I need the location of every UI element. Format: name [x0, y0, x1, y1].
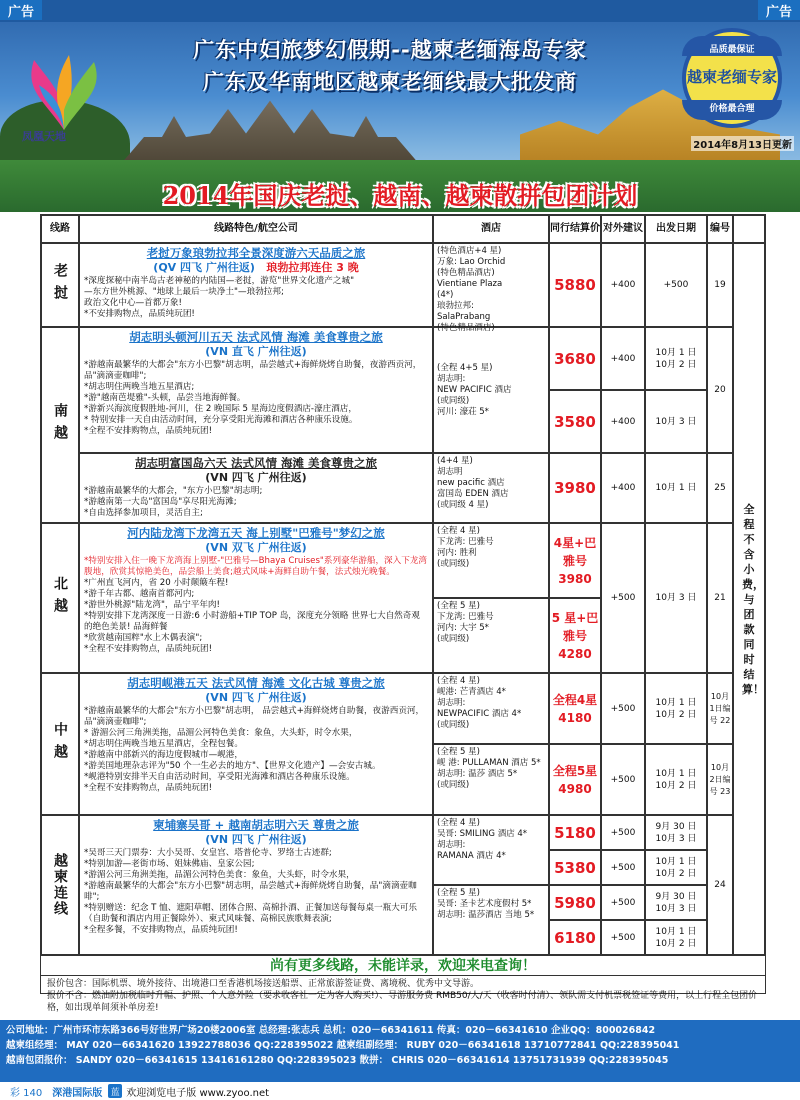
suggest-price: +500: [601, 673, 645, 744]
ad-label-left: 广告: [0, 0, 42, 20]
feature-line: *游越南最繁华的大都会，"东方小巴黎"胡志明;: [84, 486, 263, 496]
suggest-price: +400: [601, 243, 645, 327]
feature-line: —东方世外桃源、"地球上最后一块净土"—琅勃拉邦;: [84, 287, 284, 297]
region-central-vietnam: 中越: [41, 673, 79, 815]
feature-line: *不安排购物点，品质纯玩团!: [84, 309, 195, 319]
header-trade-price: 同行结算价: [549, 215, 601, 243]
route-features: [84, 706, 428, 794]
hotel-info: (全程 4+5 星) 胡志明: NEW PACIFIC 酒店 (或同级) 河川: 濠荘 5*: [433, 327, 549, 453]
header-note: [733, 215, 765, 243]
quality-seal: [682, 28, 782, 128]
top-strip: [0, 0, 800, 22]
feature-line: *自由选择参加项目，灵活自主;: [84, 508, 203, 518]
route-south-2: [79, 453, 433, 523]
hotel-info: (全程 4 星) 吴哥: SMILING 酒店 4* 胡志明: RAMANA 酒店 4*: [433, 815, 549, 885]
feature-highlight: *特别安排入住一晚下龙湾海上别墅-"巴雅号—Bhaya Cruises"系列豪华游船，深入下龙湾腹地，欣赏其惊艳美色，品尝船上美食;越式风味+海鲜自助午餐，法式烛光晚餐。: [84, 556, 428, 577]
page-bottom-bar: [0, 1082, 800, 1100]
feature-line: *欣赏越南国粹"水上木偶表演";: [84, 633, 203, 643]
route-title[interactable]: 河内陆龙湾下龙湾五天 海上别墅"巴雅号"梦幻之旅: [127, 526, 385, 540]
feature-line: *游湄公河三角洲美拖，品湄公河特色美食：象鱼，大头虾，时令水果，: [84, 870, 355, 880]
route-features: [84, 360, 428, 437]
route-code: 20: [707, 327, 733, 453]
feature-line: *游"越南芭堤雅"-头顿，品尝当地海鲜餐。: [84, 393, 246, 403]
route-title[interactable]: 胡志明岘港五天 法式风情 海滩 文化古城 尊贵之旅: [127, 676, 385, 690]
update-date: 2014年8月13日更新: [691, 136, 794, 151]
blue-badge-icon: 蓝: [108, 1084, 122, 1098]
departure-dates: 10月 3 日: [645, 390, 707, 453]
suggest-price: +500: [601, 744, 645, 815]
edition-name: 深港国际版: [52, 1087, 103, 1099]
route-code: 10月 1日编号 22: [707, 673, 733, 744]
route-code: 24: [707, 815, 733, 955]
side-note-text: 全程不含小费，与团款同时结算！: [742, 502, 764, 696]
departure-dates: +500: [645, 243, 707, 327]
seal-bottom-text: 价格最合理: [709, 104, 755, 114]
route-code: 19: [707, 243, 733, 327]
header-dates: 出发日期: [645, 215, 707, 243]
angkor-temple-image: [120, 95, 420, 165]
route-features: [84, 276, 428, 320]
feature-line: *全程不安排购物点，品质纯玩团!: [84, 783, 213, 793]
route-code: 21: [707, 523, 733, 673]
feature-line: *游越南最繁华的大都会"东方小巴黎"胡志明， 品尝越式+海鲜烧烤自助餐，夜游西贡河，品"滴滴壶咖啡";: [84, 706, 425, 727]
hotel-info: (全程 4 星) 下龙湾: 巴雅号 河内: 胜利 (或同级): [433, 523, 549, 598]
route-features: [84, 486, 428, 519]
banner-line-2: 广东及华南地区越柬老缅线最大批发商: [203, 70, 577, 94]
more-routes-note: 尚有更多线路，未能详录，欢迎来电查询！: [41, 955, 765, 975]
suggest-price: +400: [601, 390, 645, 453]
main-title: 2014年国庆老挝、越南、越柬散拼包团计划: [162, 181, 638, 210]
banner-line-1: 广东中妇旅梦幻假期--越柬老缅海岛专家: [193, 38, 587, 62]
feature-line: *游越南第一大岛"富国岛"享尽阳光海滩;: [84, 497, 237, 507]
footer-manager: 越柬组经理： MAY 020－66341620 13922788036 QQ:228395022 越柬组副经理： RUBY 020－66341618 13710772841 QQ:228395041: [6, 1040, 680, 1051]
route-airline: [84, 261, 428, 275]
suggest-price: +500: [601, 850, 645, 885]
feature-line: *游越南最繁华的大都会"东方小巴黎"胡志明，品尝越式+海鲜烧烤自助餐，品"滴滴壶咖啡";: [84, 881, 417, 902]
ad-label-right: 广告: [758, 0, 800, 20]
trade-price: 5880: [549, 243, 601, 327]
trade-price: 5980: [549, 885, 601, 920]
footer-sales: 越南包团报价： SANDY 020－66341615 13416161280 QQ:228395023 散拼： CHRIS 020－66341614 13751731939 QQ:228395045: [6, 1055, 669, 1066]
region-vietnam-cambodia: 越柬连线: [41, 815, 79, 955]
suggest-price: +500: [601, 523, 645, 673]
feature-line: *全程多餐，不安排购物点，品质纯玩团!: [84, 925, 238, 935]
departure-dates: 9月 30 日 10月 3 日: [645, 815, 707, 850]
departure-dates: 10月 3 日: [645, 523, 707, 673]
price-includes: 报价包含：国际机票、境外接待、出境港口至香港机场接送船票、正常旅游签证费、离境税、优秀中文导游。: [47, 979, 480, 989]
feature-line: *深度探秘中南半岛古老神秘的内陆国—老挝，游览"世界文化遗产之城": [84, 276, 355, 286]
side-note: [733, 243, 765, 955]
departure-dates: 10月 1 日 10月 2 日: [645, 920, 707, 955]
hotel-info: (特色酒店+4 星) 万象: Lao Orchid (特色精品酒店) Vientiane Plaza (4*) 琅勃拉邦: SalaPrabang (特色精品酒店): [433, 243, 549, 327]
suggest-price: +400: [601, 327, 645, 390]
feature-line: * 特别安排一天自由活动时间，充分享受阳光海滩和酒店各种康乐设施。: [84, 415, 358, 425]
feature-line: *游越南最繁华的大都会"东方小巴黎"胡志明，品尝越式+海鲜烧烤自助餐，夜游西贡河，品"滴滴壶咖啡";: [84, 360, 422, 381]
feature-line: *游新兴海滨度假胜地-河川，住 2 晚国际 5 星海边度假酒店-濠庄酒店，: [84, 404, 357, 414]
suggest-price: +500: [601, 815, 645, 850]
route-title[interactable]: 胡志明头顿河川五天 法式风情 海滩 美食尊贵之旅: [129, 330, 383, 344]
trade-price: 3680: [549, 327, 601, 390]
suggest-price: +500: [601, 920, 645, 955]
feature-line: *胡志明住两晚当地五星酒店;: [84, 382, 195, 392]
trade-price: 6180: [549, 920, 601, 955]
departure-dates: 10月 1 日 10月 2 日: [645, 327, 707, 390]
route-features: [84, 556, 428, 655]
feature-line: *吴哥三天门票券：大小吴哥、女皇宫、塔普伦寺、罗络士古迹群;: [84, 848, 332, 858]
feature-line: * 游湄公河三角洲美拖，品湄公河特色美食：象鱼，大头虾，时令水果，: [84, 728, 358, 738]
feature-line: *全程不安排购物点，品质纯玩团!: [84, 644, 213, 654]
route-south-1: [79, 327, 433, 453]
trade-price: 全程5星 4980: [549, 744, 601, 815]
header-route: 线路特色/航空公司: [79, 215, 433, 243]
header-suggest: 对外建议: [601, 215, 645, 243]
feature-line: *胡志明住两晚当地五星酒店，全程包餐。: [84, 739, 243, 749]
departure-dates: 10月 1 日 10月 2 日: [645, 673, 707, 744]
trade-price: 5180: [549, 815, 601, 850]
feature-line: 政治文化中心—首都万象!: [84, 298, 182, 308]
route-title[interactable]: 胡志明富国岛六天 法式风情 海滩 美食尊贵之旅: [134, 456, 377, 470]
seal-mid-text: 越柬老缅专家: [686, 68, 777, 86]
trade-price: 全程4星 4180: [549, 673, 601, 744]
feature-line: *游世外桃源"陆龙湾"，品宁平年肉!: [84, 600, 220, 610]
route-airline: (VN 四飞 广州往返): [205, 471, 307, 484]
feature-line: *特别安排下龙湾深度一日游:6 小时游船+TIP TOP 岛，深度充分领略 世界七大自然奇观的绝色美景! 品海鲜餐: [84, 611, 420, 632]
header-hotel: 酒店: [433, 215, 549, 243]
region-south-vietnam: 南越: [41, 327, 79, 523]
route-features: [84, 848, 428, 936]
route-highlight: 琅勃拉邦连住 3 晚: [266, 261, 359, 274]
feature-line: *特别赠送：纪念 T 恤、遮阳草帽、团体合照、高棉扑酒、正餐加送每餐每桌一瓶大可乐（自助餐和酒店内用正餐除外）、柬式风味餐、高棉民族歌舞表演;: [84, 903, 417, 924]
phoenix-logo-icon: [14, 40, 114, 140]
logo-text: 凤凰天地: [22, 130, 66, 143]
route-central: [79, 673, 433, 815]
route-airline: (VN 四飞 广州往返): [205, 833, 307, 846]
route-title[interactable]: 柬埔寨吴哥 + 越南胡志明六天 尊贵之旅: [153, 818, 359, 832]
hotel-info: (4+4 星) 胡志明 new pacific 酒店 富国岛 EDEN 酒店 (或同级 4 星): [433, 453, 549, 523]
route-code: 10月 2日编号 23: [707, 744, 733, 815]
suggest-price: +500: [601, 885, 645, 920]
tour-table: [40, 214, 766, 1013]
trade-price: 5 星+巴雅号 4280: [549, 598, 601, 673]
feature-line: *岘港特别安排半天自由活动时间，享受阳光海滩和酒店各种康乐设施。: [84, 772, 355, 782]
feature-line: *游越南中部新兴的海边度假城市—岘港，: [84, 750, 243, 760]
contact-footer: [0, 1020, 800, 1082]
feature-line: *广州直飞河内，省 20 小时颠簸车程!: [84, 578, 229, 588]
trade-price: 3580: [549, 390, 601, 453]
departure-dates: 10月 1 日 10月 2 日: [645, 850, 707, 885]
route-title[interactable]: 老挝万象琅勃拉邦全景深度游六天品质之旅: [146, 246, 366, 260]
route-laos: [79, 243, 433, 327]
hotel-info: (全程 5 星) 下龙湾: 巴雅号 河内: 大宇 5* (或同级): [433, 598, 549, 673]
trade-price: 4星+巴雅号 3980: [549, 523, 601, 598]
region-laos: 老挝: [41, 243, 79, 327]
trade-price: 5380: [549, 850, 601, 885]
website-text[interactable]: 欢迎浏览电子版 www.zyoo.net: [126, 1087, 270, 1099]
region-north-vietnam: 北越: [41, 523, 79, 673]
header-region: 线路: [41, 215, 79, 243]
route-code: 25: [707, 453, 733, 523]
route-airline-text: (QV 四飞 广州往返): [153, 261, 255, 274]
page-number: 彩 140: [10, 1087, 43, 1099]
route-airline: (VN 四飞 广州往返): [205, 691, 307, 704]
hotel-info: (全程 4 星) 岘港: 芒青酒店 4* 胡志明: NEWPACIFIC 酒店 4* (或同级): [433, 673, 549, 744]
feature-line: *游千年古都、越南首都河内;: [84, 589, 195, 599]
feature-line: *特别加游—老街市场、姐妹佛庙、皇家公园;: [84, 859, 255, 869]
feature-line: *全程不安排购物点，品质纯玩团!: [84, 426, 213, 436]
trade-price: 3980: [549, 453, 601, 523]
route-airline: (VN 双飞 广州往返): [205, 541, 307, 554]
feature-line: *游美国地理杂志评为"50 个一生必去的地方"、【世界文化遗产】—会安古城。: [84, 761, 381, 771]
route-north: [79, 523, 433, 673]
route-airline: (VN 直飞 广州往返): [205, 345, 307, 358]
hotel-info: (全程 5 星) 吴哥: 圣卡艺术度假村 5* 胡志明: 温莎酒店 当地 5*: [433, 885, 549, 955]
header-code: 编号: [707, 215, 733, 243]
hotel-info: (全程 5 星) 岘 港: PULLAMAN 酒店 5* 胡志明: 温莎 酒店 5* (或同级): [433, 744, 549, 815]
departure-dates: 9月 30 日 10月 3 日: [645, 885, 707, 920]
seal-top-text: 品质最保证: [709, 45, 755, 55]
footer-address: 公司地址：广州市环市东路366号好世界广场20楼2006室 总经理:张志兵 总机：020－66341611 传真：020－66341610 企业QQ：800026842: [6, 1025, 656, 1036]
route-vietnam-cambodia: [79, 815, 433, 955]
suggest-price: +400: [601, 453, 645, 523]
price-info: [41, 975, 765, 1013]
departure-dates: 10月 1 日: [645, 453, 707, 523]
departure-dates: 10月 1 日 10月 2 日: [645, 744, 707, 815]
price-excludes: 报价不含：燃油附加税临时升幅、护照、个人意外险（要求收客社一定为客人购买!）、导游服务费 RMB50/人/天（收客时付清）、领队需支付机票税签证等费用，以上行程全包团价格，如出现单间须补单房差!: [47, 991, 758, 1013]
